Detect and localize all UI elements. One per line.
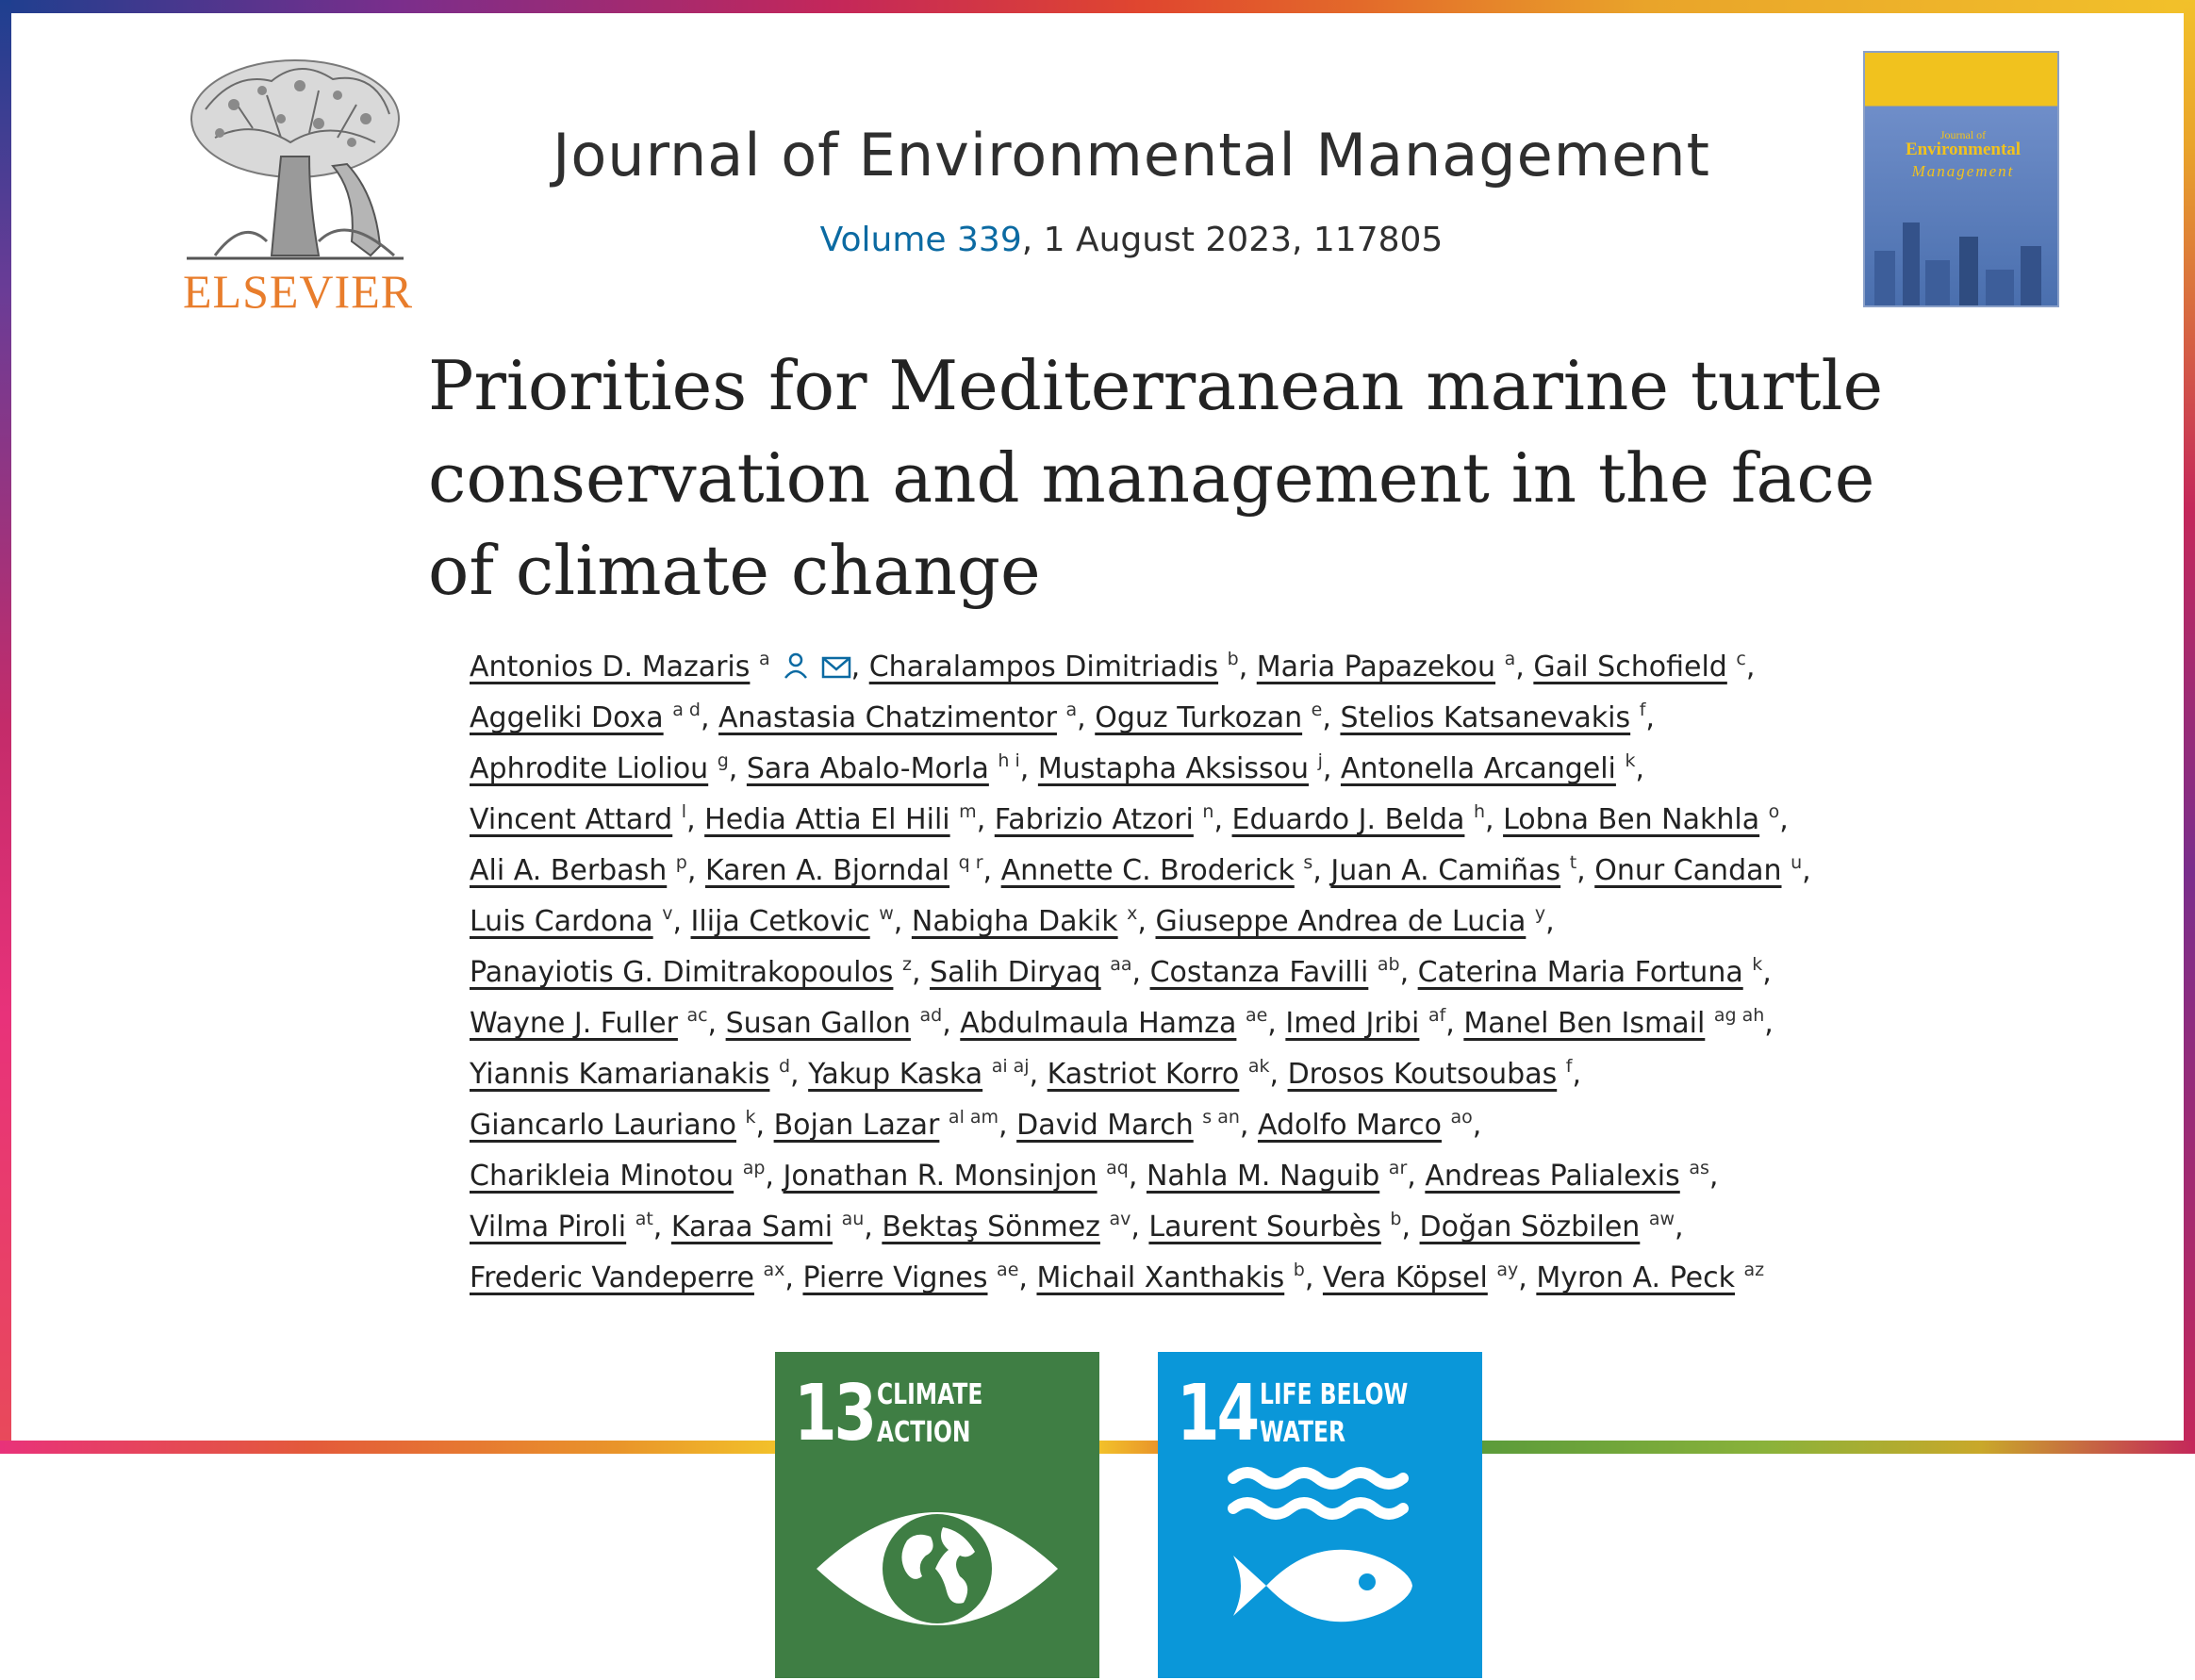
author-name-link[interactable]: Wayne J. Fuller: [470, 1007, 678, 1040]
affiliation-superscript[interactable]: ae: [997, 1260, 1019, 1280]
affiliation-superscript[interactable]: x: [1127, 903, 1138, 924]
author-separator: ,: [1764, 1007, 1774, 1040]
author-name-link[interactable]: Charikleia Minotou: [470, 1160, 734, 1193]
author-separator: ,: [1779, 803, 1789, 836]
author-name-link[interactable]: Giuseppe Andrea de Lucia: [1155, 905, 1527, 938]
cover-text-small: Journal of: [1939, 128, 1987, 141]
affiliation-superscript[interactable]: ar: [1388, 1158, 1408, 1178]
author-name-link[interactable]: Hedia Attia El Hili: [704, 803, 950, 836]
sdg-label: [1260, 1376, 1422, 1452]
cover-text-italic: Management: [1911, 162, 2015, 180]
cover-city-silhouette-icon: [1865, 194, 2059, 307]
author-name-link[interactable]: Costanza Favilli: [1149, 956, 1369, 989]
author-line: [470, 786, 1790, 837]
author-separator: ,: [1019, 752, 1038, 785]
author-name-link[interactable]: Karen A. Bjorndal: [704, 854, 950, 887]
author-name-link[interactable]: Michail Xanthakis: [1036, 1261, 1285, 1294]
author-name-link[interactable]: Caterina Maria Fortuna: [1417, 956, 1743, 989]
journal-title[interactable]: Journal of Environmental Management: [553, 121, 1710, 189]
affiliation-superscript[interactable]: af: [1428, 1005, 1446, 1026]
author-name-link[interactable]: Andreas Palialexis: [1425, 1160, 1680, 1193]
author-line: [470, 1092, 1790, 1143]
author-name-link[interactable]: Abdulmaula Hamza: [960, 1007, 1237, 1040]
affiliation-superscript[interactable]: a: [1065, 700, 1078, 720]
journal-cover-image[interactable]: [1863, 51, 2059, 307]
affiliation-superscript[interactable]: q r: [958, 852, 983, 873]
author-line: [470, 888, 1790, 939]
author-separator: ,: [1485, 803, 1504, 836]
affiliation-superscript[interactable]: ag ah: [1713, 1005, 1765, 1026]
affiliation-superscript[interactable]: o: [1768, 801, 1780, 822]
author-separator: ,: [1572, 1058, 1582, 1091]
author-separator: ,: [1515, 651, 1534, 684]
affiliation-superscript[interactable]: aw: [1648, 1209, 1675, 1229]
author-name-link[interactable]: Nabigha Dakik: [911, 905, 1118, 938]
issue-date-article-number: , 1 August 2023, 117805: [1021, 221, 1444, 259]
author-separator: ,: [864, 1211, 883, 1244]
affiliation-superscript[interactable]: ap: [742, 1158, 766, 1178]
author-name-link[interactable]: Vincent Attard: [470, 803, 673, 836]
affiliation-superscript[interactable]: ac: [686, 1005, 708, 1026]
sdg-label-line: ACTION: [877, 1416, 971, 1449]
affiliation-superscript[interactable]: b: [1227, 649, 1239, 669]
affiliation-superscript[interactable]: b: [1293, 1260, 1305, 1280]
affiliation-superscript[interactable]: ak: [1247, 1056, 1270, 1077]
author-line: [470, 939, 1790, 990]
affiliation-superscript[interactable]: k: [745, 1107, 756, 1128]
author-separator: ,: [1267, 1007, 1286, 1040]
affiliation-superscript[interactable]: ao: [1450, 1107, 1473, 1128]
author-separator: ,: [1128, 1160, 1147, 1193]
sdg-label-line: CLIMATE: [877, 1378, 983, 1411]
affiliation-superscript[interactable]: z: [901, 954, 912, 975]
author-name-link[interactable]: Antonella Arcangeli: [1340, 752, 1616, 785]
frame-left-border: [0, 0, 11, 1452]
affiliation-superscript[interactable]: h i: [998, 750, 1020, 771]
author-separator: ,: [976, 803, 995, 836]
affiliation-superscript[interactable]: b: [1390, 1209, 1402, 1229]
volume-link[interactable]: Volume 339: [819, 221, 1022, 259]
author-name-link[interactable]: Imed Jribi: [1285, 1007, 1420, 1040]
author-separator: ,: [707, 1007, 726, 1040]
author-separator: ,: [1645, 701, 1655, 734]
affiliation-superscript[interactable]: ax: [763, 1260, 785, 1280]
author-name-link[interactable]: David March: [1016, 1109, 1194, 1142]
author-name-link[interactable]: Pierre Vignes: [802, 1261, 988, 1294]
author-line: [470, 1041, 1790, 1092]
author-name-link[interactable]: Fabrizio Atzori: [994, 803, 1194, 836]
frame-bottom-border: [0, 1441, 775, 1454]
affiliation-superscript[interactable]: k: [1625, 750, 1636, 771]
affiliation-superscript[interactable]: m: [959, 801, 977, 822]
author-name-link[interactable]: Myron A. Peck: [1536, 1261, 1735, 1294]
author-separator: ,: [1407, 1160, 1426, 1193]
author-name-link[interactable]: Susan Gallon: [725, 1007, 911, 1040]
sdg-14-life-below-water-tile[interactable]: [1158, 1352, 1482, 1678]
affiliation-superscript[interactable]: y: [1534, 903, 1546, 924]
author-name-link[interactable]: Drosos Koutsoubas: [1287, 1058, 1558, 1091]
author-name-link[interactable]: Doğan Sözbilen: [1419, 1211, 1641, 1244]
author-name-link[interactable]: Sara Abalo-Morla: [746, 752, 989, 785]
author-name-link[interactable]: Aphrodite Lioliou: [470, 752, 709, 785]
person-icon[interactable]: [782, 651, 810, 680]
affiliation-superscript[interactable]: az: [1743, 1260, 1765, 1280]
author-name-link[interactable]: Annette C. Broderick: [1000, 854, 1295, 887]
author-line: [470, 1194, 1790, 1244]
author-line: [470, 735, 1790, 786]
author-name-link[interactable]: Gail Schofield: [1533, 651, 1727, 684]
author-separator: ,: [1635, 752, 1645, 785]
affiliation-superscript[interactable]: a: [758, 649, 770, 669]
affiliation-superscript[interactable]: p: [675, 852, 687, 873]
affiliation-superscript[interactable]: t: [1569, 852, 1577, 873]
author-separator: ,: [1018, 1261, 1037, 1294]
author-name-link[interactable]: Giancarlo Lauriano: [470, 1109, 736, 1142]
affiliation-superscript[interactable]: u: [1791, 852, 1803, 873]
article-title: [428, 339, 1937, 617]
affiliation-superscript[interactable]: e: [1311, 700, 1323, 720]
author-name-link[interactable]: Jonathan R. Monsinjon: [783, 1160, 1098, 1193]
author-separator: ,: [1745, 651, 1756, 684]
affiliation-superscript[interactable]: as: [1689, 1158, 1709, 1178]
author-name-link[interactable]: Lobna Ben Nakhla: [1503, 803, 1760, 836]
author-separator: ,: [700, 701, 719, 734]
author-list: [470, 634, 1811, 1295]
author-name-link[interactable]: Antonios D. Mazaris: [470, 651, 751, 684]
author-separator: ,: [790, 1058, 809, 1091]
author-name-link[interactable]: Salih Diryaq: [930, 956, 1101, 989]
author-separator: ,: [686, 803, 705, 836]
author-line: [470, 634, 1790, 684]
author-separator: ,: [1545, 905, 1555, 938]
author-name-link[interactable]: Maria Papazekou: [1256, 651, 1496, 684]
author-separator: ,: [893, 905, 912, 938]
author-separator: ,: [1401, 1211, 1420, 1244]
affiliation-superscript[interactable]: ai aj: [991, 1056, 1030, 1077]
author-name-link[interactable]: Yiannis Kamarianakis: [470, 1058, 770, 1091]
author-separator: ,: [1802, 854, 1811, 887]
affiliation-superscript[interactable]: k: [1752, 954, 1763, 975]
affiliation-superscript[interactable]: f: [1639, 700, 1646, 720]
author-name-link[interactable]: Yakup Kaska: [808, 1058, 983, 1091]
author-name-link[interactable]: Bektaş Sönmez: [882, 1211, 1100, 1244]
author-separator: ,: [1399, 956, 1418, 989]
author-name-link[interactable]: Mustapha Aksissou: [1037, 752, 1310, 785]
sdg-label: [877, 1376, 1039, 1452]
author-separator: ,: [728, 752, 747, 785]
author-separator: ,: [942, 1007, 961, 1040]
sdg-number: 14: [1177, 1369, 1257, 1458]
affiliation-superscript[interactable]: aa: [1110, 954, 1132, 975]
affiliation-superscript[interactable]: ay: [1496, 1260, 1519, 1280]
affiliation-superscript[interactable]: a: [1504, 649, 1516, 669]
envelope-icon[interactable]: [821, 655, 851, 680]
affiliation-superscript[interactable]: s: [1303, 852, 1313, 873]
author-separator: ,: [1131, 1211, 1149, 1244]
affiliation-superscript[interactable]: a d: [672, 700, 701, 720]
affiliation-superscript[interactable]: g: [717, 750, 729, 771]
author-line: [470, 837, 1811, 888]
author-separator: ,: [1576, 854, 1595, 887]
affiliation-superscript[interactable]: j: [1317, 750, 1323, 771]
author-name-link[interactable]: Juan A. Camiñas: [1330, 854, 1561, 887]
author-name-link[interactable]: Charalampos Dimitriadis: [868, 651, 1219, 684]
author-name-link[interactable]: Eduardo J. Belda: [1231, 803, 1465, 836]
author-name-link[interactable]: Ali A. Berbash: [470, 854, 668, 887]
author-separator: ,: [998, 1109, 1017, 1142]
affiliation-superscript[interactable]: ad: [919, 1005, 943, 1026]
author-separator: ,: [850, 651, 869, 684]
author-separator: ,: [652, 1211, 671, 1244]
author-name-link[interactable]: Vilma Piroli: [470, 1211, 627, 1244]
author-separator: ,: [1322, 752, 1341, 785]
affiliation-superscript[interactable]: ab: [1377, 954, 1400, 975]
author-separator: ,: [1269, 1058, 1288, 1091]
author-separator: ,: [1304, 1261, 1323, 1294]
affiliation-superscript[interactable]: f: [1565, 1056, 1573, 1077]
fish-waves-icon: [1158, 1465, 1482, 1678]
author-name-link[interactable]: Panayiotis G. Dimitrakopoulos: [470, 956, 894, 989]
sdg-number: 13: [794, 1369, 874, 1458]
author-separator: ,: [755, 1109, 774, 1142]
author-line: [470, 684, 1790, 735]
affiliation-superscript[interactable]: s an: [1202, 1107, 1240, 1128]
author-separator: ,: [911, 956, 931, 989]
affiliation-superscript[interactable]: w: [879, 903, 894, 924]
author-separator: ,: [765, 1160, 784, 1193]
author-name-link[interactable]: Karaa Sami: [670, 1211, 833, 1244]
cover-text-main: Environmental: [1905, 140, 2022, 159]
frame-bottom-border: [1480, 1441, 2195, 1454]
author-separator: ,: [1312, 854, 1331, 887]
author-name-link[interactable]: Adolfo Marco: [1257, 1109, 1442, 1142]
author-name-link[interactable]: Luis Cardona: [470, 905, 653, 938]
author-name-link[interactable]: Oguz Turkozan: [1095, 701, 1303, 734]
author-name-link[interactable]: Vera Köpsel: [1322, 1261, 1488, 1294]
affiliation-superscript[interactable]: at: [635, 1209, 653, 1229]
author-separator: ,: [1077, 701, 1096, 734]
author-name-link[interactable]: Aggeliki Doxa: [470, 701, 664, 734]
affiliation-superscript[interactable]: l: [681, 801, 687, 822]
author-line: [470, 1143, 1790, 1194]
author-separator: ,: [1213, 803, 1232, 836]
author-line: [470, 990, 1790, 1041]
author-name-link[interactable]: Bojan Lazar: [773, 1109, 940, 1142]
affiliation-superscript[interactable]: av: [1109, 1209, 1131, 1229]
affiliation-superscript[interactable]: h: [1473, 801, 1485, 822]
article-title-line: Priorities for Mediterranean marine turtle: [428, 346, 1884, 425]
author-separator: ,: [1762, 956, 1772, 989]
author-name-link[interactable]: Nahla M. Naguib: [1146, 1160, 1380, 1193]
affiliation-superscript[interactable]: aq: [1106, 1158, 1129, 1178]
frame-bottom-border: [1099, 1441, 1158, 1454]
affiliation-superscript[interactable]: al am: [948, 1107, 999, 1128]
affiliation-superscript[interactable]: v: [662, 903, 673, 924]
affiliation-superscript[interactable]: n: [1202, 801, 1214, 822]
author-separator: ,: [1675, 1211, 1684, 1244]
author-separator: ,: [784, 1261, 803, 1294]
frame-top-border: [0, 0, 2195, 13]
author-separator: ,: [1472, 1109, 1482, 1142]
article-title-line: of climate change: [428, 531, 1041, 610]
author-name-link[interactable]: Stelios Katsanevakis: [1340, 701, 1631, 734]
affiliation-superscript[interactable]: c: [1736, 649, 1746, 669]
author-separator: ,: [1238, 651, 1257, 684]
author-separator: ,: [1445, 1007, 1464, 1040]
author-separator: ,: [1137, 905, 1156, 938]
author-separator: ,: [672, 905, 691, 938]
sdg-13-climate-action-tile[interactable]: [775, 1352, 1099, 1678]
elsevier-wordmark: ELSEVIER: [183, 265, 414, 318]
article-title-line: conservation and management in the face: [428, 438, 1875, 518]
author-name-link[interactable]: Anastasia Chatzimentor: [718, 701, 1057, 734]
author-line: [470, 1244, 1790, 1295]
affiliation-superscript[interactable]: au: [841, 1209, 865, 1229]
sdg-label-line: LIFE BELOW: [1260, 1378, 1409, 1411]
author-separator: ,: [1029, 1058, 1048, 1091]
eye-globe-icon: [775, 1465, 1099, 1678]
author-separator: ,: [686, 854, 705, 887]
author-name-link[interactable]: Onur Candan: [1594, 854, 1782, 887]
author-separator: ,: [1518, 1261, 1537, 1294]
author-separator: ,: [1131, 956, 1150, 989]
author-separator: ,: [1322, 701, 1341, 734]
frame-right-border: [2184, 0, 2195, 1452]
affiliation-superscript[interactable]: d: [778, 1056, 791, 1077]
author-separator: ,: [1708, 1160, 1719, 1193]
author-name-link[interactable]: Kastriot Korro: [1047, 1058, 1240, 1091]
sdg-label-line: WATER: [1260, 1416, 1346, 1449]
author-separator: ,: [982, 854, 1001, 887]
author-name-link[interactable]: Laurent Sourbès: [1148, 1211, 1381, 1244]
author-name-link[interactable]: Ilija Cetkovic: [690, 905, 870, 938]
affiliation-superscript[interactable]: ae: [1245, 1005, 1268, 1026]
author-separator: ,: [1239, 1109, 1258, 1142]
author-name-link[interactable]: Manel Ben Ismail: [1463, 1007, 1706, 1040]
author-name-link[interactable]: Frederic Vandeperre: [470, 1261, 754, 1294]
